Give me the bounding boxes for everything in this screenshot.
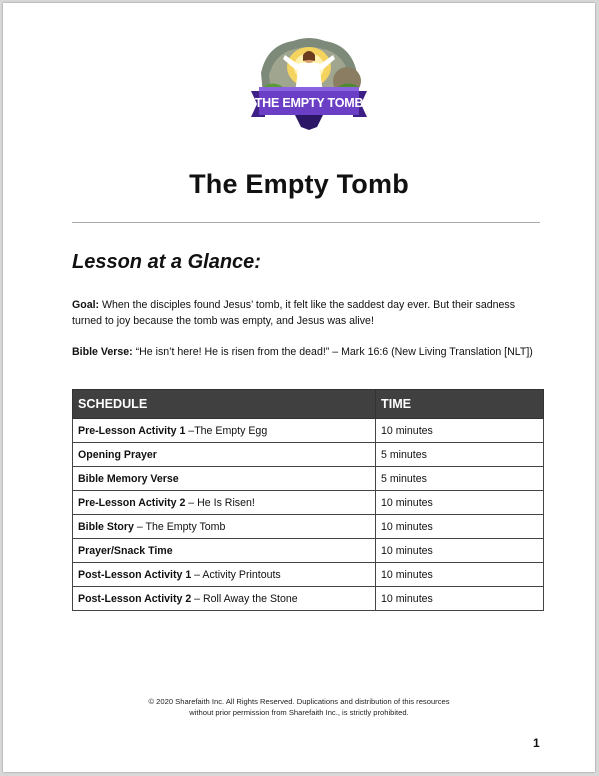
activity-name: Bible Memory Verse — [78, 472, 179, 485]
time-cell: 10 minutes — [376, 563, 544, 587]
empty-tomb-logo — [247, 33, 371, 131]
activity-detail: – The Empty Tomb — [133, 520, 226, 533]
activity-cell — [73, 467, 376, 491]
table-row — [73, 515, 544, 539]
schedule-table — [72, 389, 544, 611]
table-row — [73, 587, 544, 611]
divider — [72, 222, 540, 223]
activity-detail: – Activity Printouts — [191, 568, 281, 581]
time-cell: 10 minutes — [376, 515, 544, 539]
document-page — [3, 3, 595, 772]
section-heading: Lesson at a Glance: — [72, 251, 261, 273]
time-cell: 5 minutes — [376, 467, 544, 491]
activity-cell — [73, 491, 376, 515]
bible-verse-paragraph — [72, 344, 542, 360]
goal-text: When the disciples found Jesus’ tomb, it felt like the saddest day ever. But their sadness turned to joy because the tomb was empty, and Jesus was alive! — [72, 299, 516, 327]
time-cell: 10 minutes — [376, 587, 544, 611]
footer-line: © 2020 Sharefaith Inc. All Rights Reserved. Duplications and distribution of this resources — [148, 697, 450, 706]
activity-detail: – Roll Away the Stone — [191, 592, 298, 605]
schedule-header: SCHEDULE — [73, 390, 376, 419]
activity-cell — [73, 587, 376, 611]
activity-cell — [73, 563, 376, 587]
footer-line: without prior permission from Sharefaith Inc., is strictly prohibited. — [189, 708, 409, 717]
activity-cell — [73, 515, 376, 539]
activity-detail: –The Empty Egg — [185, 424, 268, 437]
time-cell: 10 minutes — [376, 491, 544, 515]
table-row — [73, 443, 544, 467]
goal-paragraph — [72, 297, 542, 329]
activity-name: Pre-Lesson Activity 1 — [78, 424, 186, 437]
activity-cell — [73, 443, 376, 467]
activity-name: Prayer/Snack Time — [78, 544, 173, 557]
activity-detail: – He Is Risen! — [185, 496, 255, 509]
activity-cell — [73, 539, 376, 563]
table-header-row — [73, 390, 544, 419]
page-title: The Empty Tomb — [189, 169, 409, 199]
table-row — [73, 419, 544, 443]
activity-name: Opening Prayer — [78, 448, 157, 461]
activity-name: Post-Lesson Activity 2 — [78, 592, 192, 605]
goal-label: Goal: — [72, 299, 100, 311]
activity-cell — [73, 419, 376, 443]
table-row — [73, 491, 544, 515]
time-cell: 10 minutes — [376, 539, 544, 563]
table-row — [73, 539, 544, 563]
activity-name: Pre-Lesson Activity 2 — [78, 496, 186, 509]
verse-text: “He isn’t here! He is risen from the dead!” – Mark 16:6 (New Living Translation [NLT]) — [132, 346, 533, 358]
activity-name: Bible Story — [78, 520, 134, 533]
time-header: TIME — [376, 390, 544, 419]
time-cell: 10 minutes — [376, 419, 544, 443]
table-row — [73, 467, 544, 491]
page-number: 1 — [533, 736, 540, 750]
table-row — [73, 563, 544, 587]
logo-banner-text: THE EMPTY TOMB — [254, 96, 364, 110]
activity-name: Post-Lesson Activity 1 — [78, 568, 192, 581]
copyright-footer — [3, 696, 595, 718]
verse-label: Bible Verse: — [72, 346, 133, 358]
time-cell: 5 minutes — [376, 443, 544, 467]
